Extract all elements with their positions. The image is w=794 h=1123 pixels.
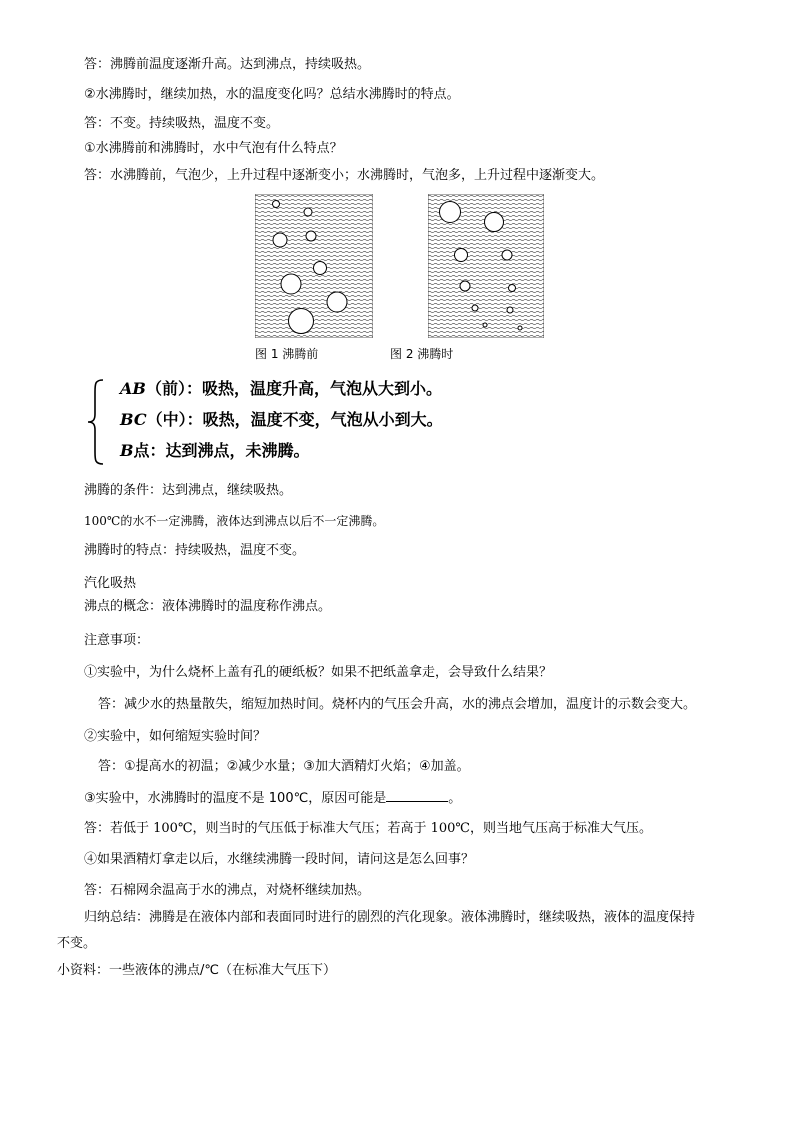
text-b: 点：达到沸点，未沸腾。 — [133, 441, 310, 460]
brace-line-ab — [120, 378, 442, 400]
bubble — [485, 213, 504, 232]
bubble — [507, 307, 513, 313]
answer-temperature-unchanged: 答：不变。持续吸热，温度不变。 — [84, 116, 280, 131]
label-b: B — [120, 441, 134, 460]
bubble — [502, 250, 512, 260]
text-ab: （前）：吸热，温度升高，气泡从大到小。 — [145, 379, 442, 398]
bubble — [273, 233, 287, 247]
brace-line-bc — [120, 409, 443, 431]
figure-before-boiling — [255, 194, 373, 338]
label-ab: AB — [120, 379, 146, 398]
figure-while-boiling — [428, 194, 544, 338]
answer-4: 答：石棉网余温高于水的沸点，对烧杯继续加热。 — [84, 883, 371, 898]
summary-line-1: 归纳总结：沸腾是在液体内部和表面同时进行的剧烈的汽化现象。液体沸腾时，继续吸热，液体的温度保持 — [84, 910, 696, 925]
bubble — [289, 309, 314, 334]
answer-3: 答：若低于 100℃，则当时的气压低于标准大气压；若高于 100℃，则当地气压高于标准大气压。 — [84, 821, 652, 836]
bubble — [455, 249, 468, 262]
bubble — [509, 285, 516, 292]
bubble — [472, 305, 478, 311]
attention-heading: 注意事项： — [84, 633, 150, 648]
question-3-text: ③实验中，水沸腾时的温度不是 100℃，原因可能是 — [84, 791, 387, 806]
text-bc: （中）：吸热，温度不变，气泡从小到大。 — [146, 410, 443, 429]
brace-line-b — [120, 440, 310, 462]
bubble — [518, 326, 522, 330]
question-temperature-change: ②水沸腾时，继续加热，水的温度变化吗？总结水沸腾时的特点。 — [84, 87, 460, 102]
answer-blank[interactable] — [386, 789, 448, 802]
answer-1: 答：减少水的热量散失，缩短加热时间。烧杯内的气压会升高，水的沸点会增加，温度计的示数会变大。 — [98, 697, 697, 712]
figure-2-caption: 图 2 沸腾时 — [390, 347, 454, 361]
question-2: ②实验中，如何缩短实验时间？ — [84, 729, 267, 744]
answer-bubbles: 答：水沸腾前，气泡少，上升过程中逐渐变小；水沸腾时，气泡多，上升过程中逐渐变大。 — [84, 168, 605, 183]
curly-brace — [86, 378, 106, 466]
answer-before-boiling: 答：沸腾前温度逐渐升高。达到沸点，持续吸热。 — [84, 57, 371, 72]
answer-2: 答：①提高水的初温；②减少水量；③加大酒精灯火焰；④加盖。 — [98, 759, 470, 774]
bubble — [460, 281, 470, 291]
note-100c: 100℃的水不一定沸腾，液体达到沸点以后不一定沸腾。 — [84, 514, 385, 528]
vaporization-heat: 汽化吸热 — [84, 576, 137, 591]
boiling-feature: 沸腾时的特点：持续吸热，温度不变。 — [84, 543, 306, 558]
bubble — [327, 292, 347, 312]
question-3 — [84, 789, 461, 808]
question-bubbles: ①水沸腾前和沸腾时，水中气泡有什么特点？ — [84, 141, 343, 156]
summary-line-2: 不变。 — [57, 936, 97, 951]
bubble — [483, 323, 487, 327]
boiling-point-concept: 沸点的概念：液体沸腾时的温度称作沸点。 — [84, 599, 332, 614]
question-4: ④如果酒精灯拿走以后，水继续沸腾一段时间，请问这是怎么回事？ — [84, 852, 475, 867]
bubble — [306, 231, 316, 241]
material-heading: 小资料：一些液体的沸点/℃（在标准大气压下） — [57, 963, 336, 978]
bubble — [304, 208, 312, 216]
bubble — [314, 262, 327, 275]
label-bc: BC — [120, 410, 147, 429]
question-3-end: 。 — [448, 791, 462, 806]
bubble — [281, 274, 301, 294]
question-1: ①实验中，为什么烧杯上盖有孔的硬纸板？如果不把纸盖拿走，会导致什么结果？ — [84, 665, 553, 680]
bubble — [440, 202, 461, 223]
bubble — [273, 201, 280, 208]
boiling-condition: 沸腾的条件：达到沸点，继续吸热。 — [84, 483, 293, 498]
figure-1-caption: 图 1 沸腾前 — [255, 347, 319, 361]
